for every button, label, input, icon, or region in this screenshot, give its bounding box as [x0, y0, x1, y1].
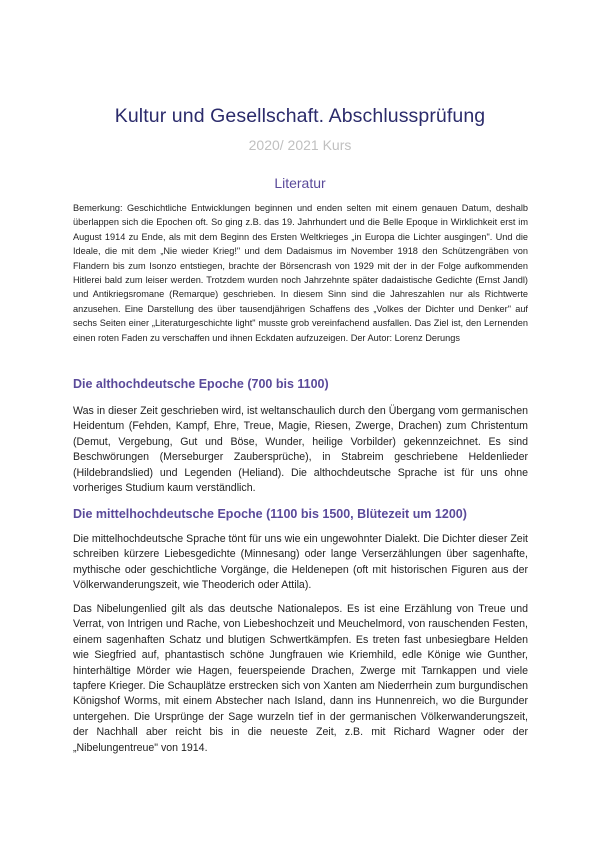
paragraph-althochdeutsch: Was in dieser Zeit geschrieben wird, ist weltanschaulich durch den Übergang vom germanischen Heidentum (Fehden, Kampf, Ehre, Treue, Magie, Riesen, Zwerge, Drachen) zum Christentum (Demut, Vergebung, Gut und Böse, Wunder, heilige Vorbilder) gekennzeichnet. Es sind Beschwörungen (Merseburger Zaubersprüche), in Stabreim geschriebene Heldenlieder (Hildebrandslied) und Legenden (Heliand). Die althochdeutsche Sprache ist für uns ohne vorheriges Studium kaum verständlich.: [73, 405, 528, 495]
heading-mittelhochdeutsch: Die mittelhochdeutsche Epoche (1100 bis 1500, Blütezeit um 1200): [73, 507, 467, 521]
course-subtitle: 2020/ 2021 Kurs: [248, 137, 352, 153]
paragraph-nibelungenlied: Das Nibelungenlied gilt als das deutsche Nationalepos. Es ist eine Erzählung von Treue und Verrat, von Intrigen und Rache, von Liebeshochzeit und Meuchelmord, von rauschenden Festen, einem sagenhaften Schatz und blutigen Schwertkämpfen. Es treten fast unbesiegbare Helden wie Siegfried auf, phantastisch schöne Jungfrauen wie Kriemhild, edle Könige wie Gunther, hinterhältige Mörder wie Hagen, feuerspeiende Drachen, Zwerge mit Tarnkappen und viele tapfere Krieger. Die Schauplätze erstrecken sich von Xanten am Niederrhein zum burgundischen Königshof Worms, mit einem Abstecher nach Island, dann ins Hunnenreich, wo die Burgunder untergehen. Die Ursprünge der Sage wurzeln tief in der germanischen Völkerwanderungszeit, der Nachhall aber reicht bis in die neueste Zeit, z.B. mit Richard Wagner oder der „Nibelungentreue" von 1914.: [73, 603, 528, 754]
section-title: Literatur: [274, 175, 326, 191]
heading-althochdeutsch: Die althochdeutsche Epoche (700 bis 1100): [73, 377, 329, 391]
paragraph-mittelhochdeutsch-1: Die mittelhochdeutsche Sprache tönt für uns wie ein ungewohnter Dialekt. Die Dichter dieser Zeit schreiben kürzere Liebesgedichte (Minnesang) oder lange Verserzählungen über sagenhafte, mythische oder geschichtliche Vorgänge, die Heldenepen (oft mit historischen Figuren aus der Völkerwanderungszeit, wie Theoderich oder Attila).: [73, 533, 528, 592]
page-title: Kultur und Gesellschaft. Abschlussprüfung: [114, 105, 486, 128]
author-note: Bemerkung: Geschichtliche Entwicklungen beginnen und enden selten mit einem genauen Datum, deshalb überlappen sich die Epochen oft. So ging z.B. das 19. Jahrhundert und die Belle Epoque in Wirklichkeit erst im August 1914 zu Ende, als mit dem Beginn des Ersten Weltkrieges „in Europa die Lichter ausgingen". Und die Ideale, die mit dem „Nie wieder Krieg!" und dem Dadaismus im November 1918 den Schützengräben von Flandern bis zum Isonzo entstiegen, brachte der Börsencrash von 1929 mit der in der Folge aufkommenden Hitlerei bald zum leiser werden. Trotzdem wurden noch Jahrzehnte später dadaistische Gedichte (Ernst Jandl) und Antikriegsromane (Remarque) geschrieben. In diesem Sinn sind die Jahreszahlen nur als Richtwerte anzusehen. Eine Darstellung des über tausendjährigen Schaffens des „Volkes der Dichter und Denker" auf sechs Seiten einer „Literaturgeschichte light" musste grob vereinfachend ausfallen. Das Ziel ist, den Lernenden einen roten Faden zu verschaffen und ihnen Eckdaten aufzuzeigen. Der Autor: Lorenz Derungs: [73, 203, 528, 343]
